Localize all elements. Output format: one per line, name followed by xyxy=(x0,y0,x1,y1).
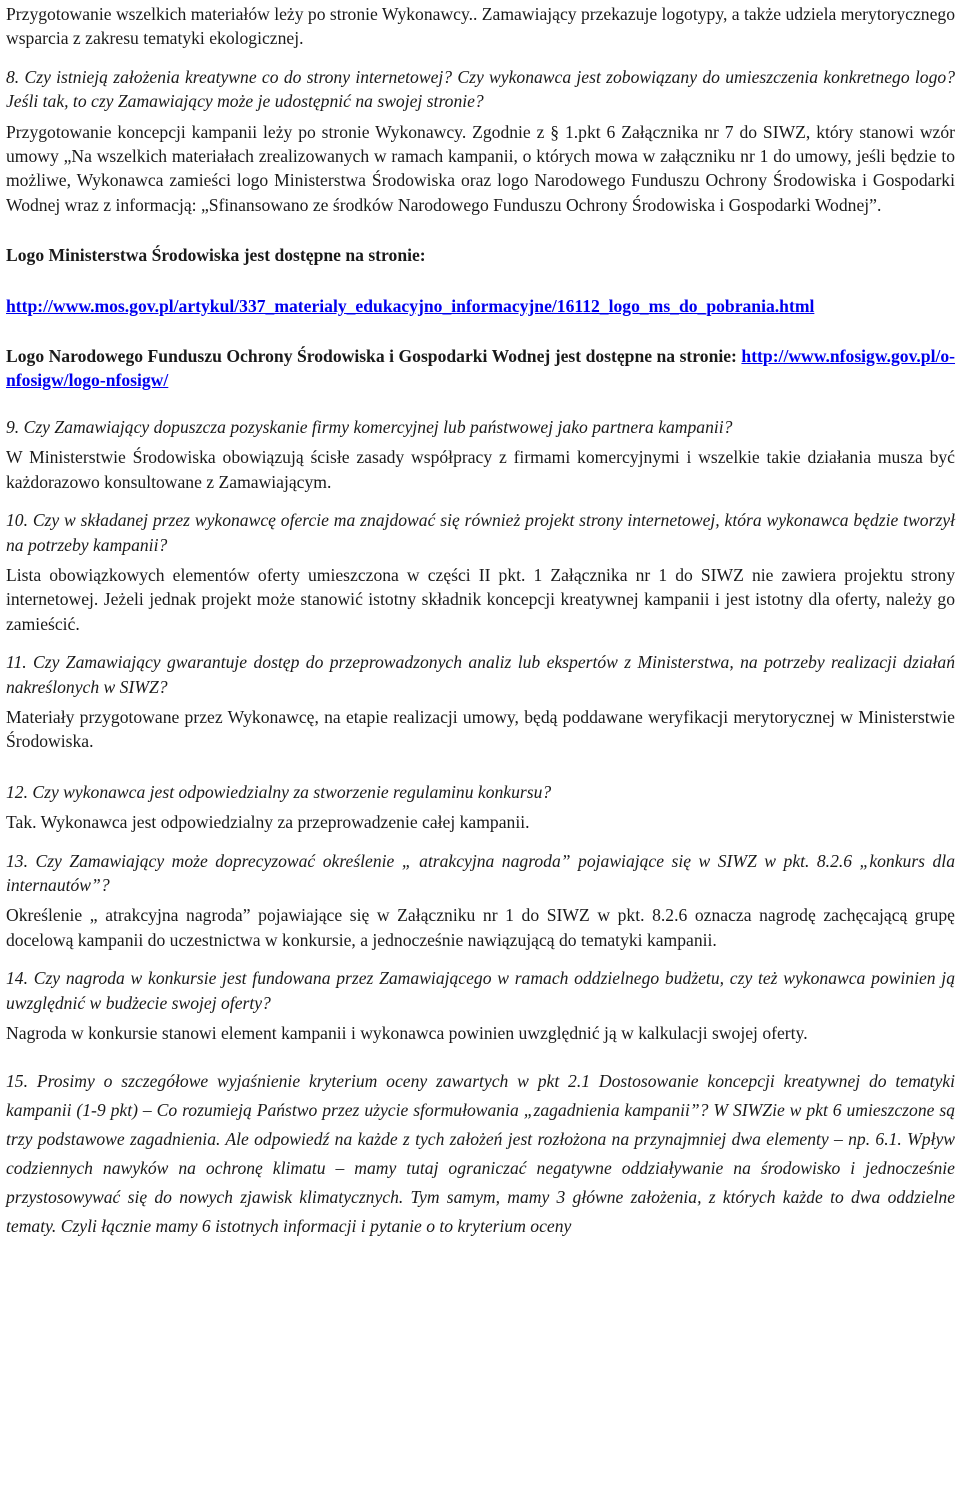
logo-ms-link-line xyxy=(6,294,955,318)
intro-paragraph: Przygotowanie wszelkich materiałów leży po stronie Wykonawcy.. Zamawiający przekazuje logotypy, a także udziela merytorycznego wsparcia z zakresu tematyki ekologicznej. xyxy=(6,4,955,49)
question-13: 13. Czy Zamawiający może doprecyzować określenie „ atrakcyjna nagroda” pojawiające się w SIWZ w pkt. 8.2.6 „konkurs dla internautów”? xyxy=(6,850,955,895)
question-11: 11. Czy Zamawiający gwarantuje dostęp do przeprowadzonych analiz lub ekspertów z Ministerstwa, na potrzeby realizacji działań nakreślonych w SIWZ? xyxy=(6,652,955,697)
question-10: 10. Czy w składanej przez wykonawcę ofercie ma znajdować się również projekt strony internetowej, która wykonawca będzie tworzył na potrzeby kampanii? xyxy=(6,510,955,555)
answer-13: Określenie „ atrakcyjna nagroda” pojawiające się w Załączniku nr 1 do SIWZ w pkt. 8.2.6 oznacza nagrodę zachęcającą grupę docelową kampanii do uczestnictwa w konkursie, a jednocześnie nawiązującą do tematyki kampanii. xyxy=(6,905,955,950)
question-12: 12. Czy wykonawca jest odpowiedzialny za stworzenie regulaminu konkursu? xyxy=(6,781,552,802)
logo-nf-line xyxy=(6,344,955,393)
question-14: 14. Czy nagroda w konkursie jest fundowana przez Zamawiającego w ramach oddzielnego budżetu, czy też wykonawca powinien ją uwzględnić w budżecie swojej oferty? xyxy=(6,968,955,1013)
answer-11: Materiały przygotowane przez Wykonawcę, na etapie realizacji umowy, będą poddawane weryfikacji merytorycznej w Ministerstwie Środowiska. xyxy=(6,706,955,752)
answer-12: Tak. Wykonawca jest odpowiedzialny za przeprowadzenie całej kampanii. xyxy=(6,812,530,833)
question-15: 15. Prosimy o szczegółowe wyjaśnienie kryterium oceny zawartych w pkt 2.1 Dostosowanie koncepcji kreatywnej do tematyki kampanii (1-9 pkt) – Co rozumieją Państwo przez użycie sformułowania „zagadnienia kampanii”? W SIWZie w pkt 6 umieszczone są trzy podstawowe zagadnienia. Ale odpowiedź na każde z tych założeń jest rozłożona na przynajmniej dwa elementy – np. 6.1. Wpływ codziennych nawyków na ochronę klimatu – mamy tutaj ograniczać negatywne oddziaływanie na środowisko i jednocześnie przystosowywać się do nowych zjawisk klimatycznych. Tym samym, mamy 3 główne założenia, z których każde to dwa oddzielne tematy. Czyli łącznie mamy 6 istotnych informacji i pytanie o to kryterium oceny xyxy=(6,1071,955,1237)
answer-10: Lista obowiązkowych elementów oferty umieszczona w części II pkt. 1 Załącznika nr 1 do SIWZ nie zawiera projektu strony internetowej. Jeżeli jednak projekt może stanowić istotny składnik koncepcji kreatywnej kampanii i jest istotny dla oferty, należy go zamieścić. xyxy=(6,564,955,634)
logo-ms-link[interactable]: http://www.mos.gov.pl/artykul/337_materialy_edukacyjno_informacyjne/16112_logo_ms_do_pobrania.html xyxy=(6,295,815,316)
answer-14: Nagroda w konkursie stanowi element kampanii i wykonawca powinien uwzględnić ją w kalkulacji swojej oferty. xyxy=(6,1023,808,1043)
answer-9: W Ministerstwie Środowiska obowiązują ścisłe zasady współpracy z firmami komercyjnymi i wszelkie takie działania musza być każdorazowo konsultowane z Zamawiającym. xyxy=(6,447,955,492)
answer-8: Przygotowanie koncepcji kampanii leży po stronie Wykonawcy. Zgodnie z § 1.pkt 6 Załącznika nr 7 do SIWZ, który stanowi wzór umowy „Na wszelkich materiałach zrealizowanych w ramach kampanii, o których mowa w załączniku nr 1 do umowy, jeśli będzie to możliwe, Wykonawca zamieści logo Ministerstwa Środowiska oraz logo Narodowego Funduszu Ochrony Środowiska i Gospodarki Wodnej wraz z informacją: „Sfinansowano ze środków Narodowego Funduszu Ochrony Środowiska i Gospodarki Wodnej”. xyxy=(6,121,955,215)
question-9: 9. Czy Zamawiający dopuszcza pozyskanie firmy komercyjnej lub państwowej jako partnera kampanii? xyxy=(6,416,733,437)
logo-nf-link[interactable]: http://www.nfosigw.gov.pl/o-nfosigw/logo-nfosigw/ xyxy=(6,346,956,391)
logo-nf-label: Logo Narodowego Funduszu Ochrony Środowiska i Gospodarki Wodnej jest dostępne na stronie: xyxy=(6,346,737,367)
question-8: 8. Czy istnieją założenia kreatywne co do strony internetowej? Czy wykonawca jest zobowiązany do umieszczenia konkretnego logo? Jeśli tak, to czy Zamawiający może je udostępnić na swojej stronie? xyxy=(6,66,955,112)
logo-ms-label: Logo Ministerstwa Środowiska jest dostępne na stronie: xyxy=(6,245,426,266)
